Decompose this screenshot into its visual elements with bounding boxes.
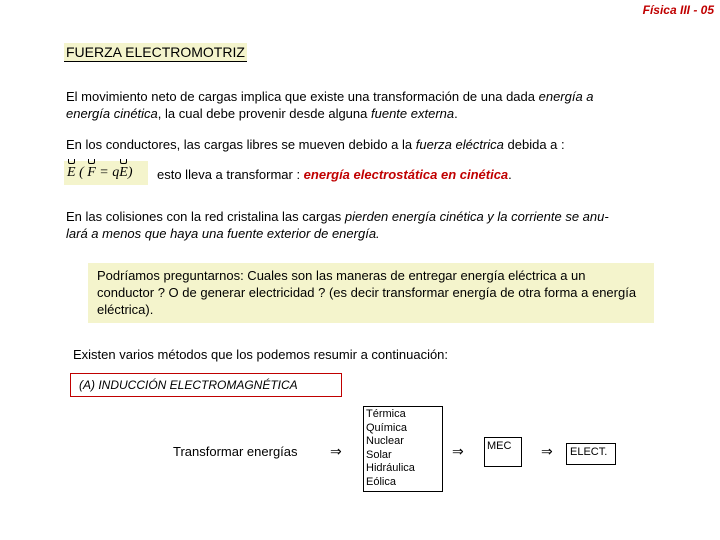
list-item: Hidráulica [366,462,415,474]
arrow-icon: ⇒ [452,443,464,459]
list-item: Eólica [366,475,396,488]
list-item: Nuclear [366,435,404,447]
paragraph-methods: Existen varios métodos que los podemos resumir a continuación: [73,347,449,362]
section-heading-induccion: (A) INDUCCIÓN ELECTROMAGNÉTICA [70,373,342,397]
electric-field-formula: E ( F = qE) [64,161,148,185]
elect-box: ELECT. [566,443,616,465]
list-item: Térmica [366,408,406,420]
energy-sources-box [363,406,443,492]
arrow-icon: ⇒ [330,443,342,459]
question-box: Podríamos preguntarnos: Cuales son las maneras de entregar energía eléctrica a un conductor ? O de generar electricidad ? (es decir transformar energía de otra forma a energía eléctrica). [88,263,654,323]
diagram-label: Transformar energías [173,444,298,459]
paragraph-conductors: En los conductores, las cargas libres se mueven debido a la fuerza eléctrica debida a : [66,137,565,152]
paragraph-collisions: En las colisiones con la red cristalina las cargas pierden energía cinética y la corriente se anu- lará a menos que haya una fuente exterior de energía. [66,209,609,241]
list-item: Química [366,421,407,434]
page-title: FUERZA ELECTROMOTRIZ [66,44,245,60]
arrow-icon: ⇒ [541,443,553,459]
list-item: Solar [366,448,392,461]
paragraph-transform: esto lleva a transformar : energía electrostática en cinética. [157,167,512,182]
course-header: Física III - 05 [642,3,714,17]
paragraph-intro: El movimiento neto de cargas implica que existe una transformación de una dada energía a energía cinética, la cual debe provenir desde alguna fuente externa. [66,89,594,121]
mec-box: MEC [484,437,522,467]
